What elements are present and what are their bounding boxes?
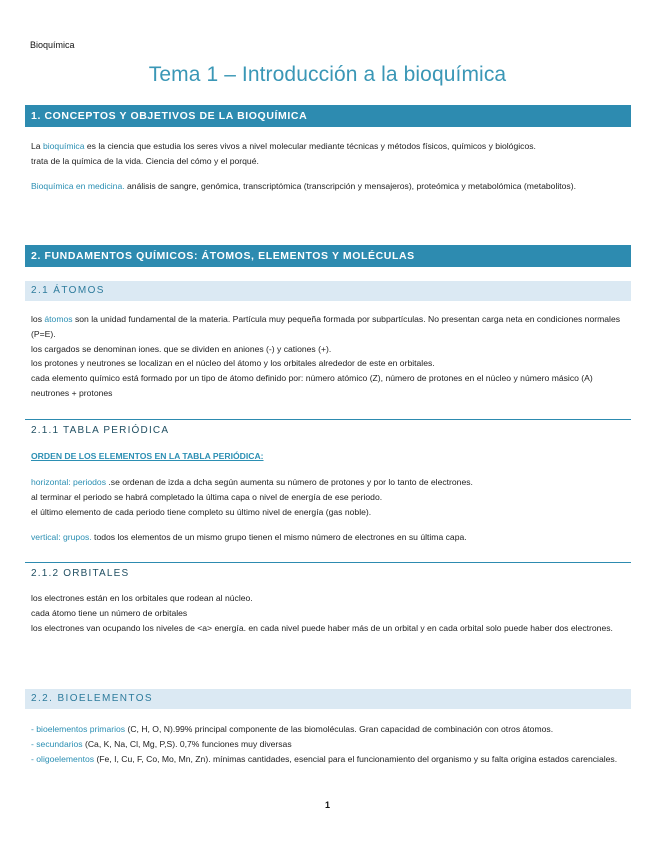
bioelementos-list — [31, 722, 631, 766]
atomos-paragraph: los átomos son la unidad fundamental de la materia. Partícula muy pequeña formada por subpartículas. No presentan carga neta en condiciones normales (P=E). los cargados se denominan iones. que se dividen en aniones (-) y cationes (+). los protones y neutrones se localizan en el núcleo del átomo y los orbitales alrededor de este en orbitales. cada elemento químico está formado por un tipo de átomo definido por: número atómico (Z), número de protones en el núcleo y número másico (A) neutrones + protones — [31, 314, 621, 398]
term-periodos: horizontal: periodos — [31, 477, 107, 487]
section-1-heading: 1. CONCEPTOS Y OBJETIVOS DE LA BIOQUÍMICA — [25, 105, 631, 127]
running-header: Bioquímica — [30, 40, 75, 50]
term-bioquimica: bioquímica — [42, 141, 85, 151]
term-grupos: vertical: grupos. — [31, 532, 92, 542]
document-title: Tema 1 – Introducción a la bioquímica — [148, 63, 507, 86]
list-item: - bioelementos primarios (C, H, O, N).99% principal componente de las biomoléculas. Gran capacidad de combinación con otros átomos. — [31, 724, 554, 734]
term-bioquimica-medicina: Bioquímica en medicina. — [31, 181, 125, 191]
subsection-atomos-heading: 2.1 ÁTOMOS — [25, 281, 631, 301]
subsection-tabla-heading: 2.1.1 TABLA PERIÓDICA — [25, 419, 631, 439]
term-atomos: átomos — [44, 314, 73, 324]
subsection-orbitales-heading: 2.1.2 ORBITALES — [25, 562, 631, 582]
tabla-vertical-paragraph: vertical: grupos. todos los elementos de un mismo grupo tienen el mismo número de electrones en su última capa. — [31, 532, 467, 542]
term-primarios: bioelementos primarios — [36, 724, 126, 734]
tabla-orden-link[interactable]: ORDEN DE LOS ELEMENTOS EN LA TABLA PERIÓDICA: — [31, 451, 264, 461]
list-item: - oligoelementos (Fe, I, Cu, F, Co, Mo, Mn, Zn). mínimas cantidades, esencial para el funcionamiento del organismo y su falta origina estados carenciales. — [31, 753, 618, 764]
orbitales-paragraph: los electrones están en los orbitales que rodean al núcleo. cada átomo tiene un número de orbitales los electrones van ocupando los niveles de <a> energía. en cada nivel puede haber más de un orbital y en cada orbital solo puede haber dos electrones. — [31, 593, 613, 633]
section-1-paragraph-2: Bioquímica en medicina. análisis de sangre, genómica, transcriptómica (transcripción y mensajeros), proteómica y metabolómica (metabolitos). — [31, 181, 576, 191]
page-number: 1 — [324, 800, 330, 810]
term-secundarios: secundarios — [36, 738, 83, 749]
list-item: - secundarios (Ca, K, Na, Cl, Mg, P,S). 0,7% funciones muy diversas — [31, 738, 292, 749]
section-2-heading: 2. FUNDAMENTOS QUÍMICOS: ÁTOMOS, ELEMENTOS Y MOLÉCULAS — [25, 245, 631, 267]
section-1-paragraph-1: La bioquímica es la ciencia que estudia los seres vivos a nivel molecular mediante técnicas y métodos físicos, químicos y biológicos. trata de la química de la vida. Ciencia del cómo y el porqué. — [31, 141, 536, 166]
term-oligoelementos: oligoelementos — [36, 753, 95, 764]
subsection-bioelementos-heading: 2.2. BIOELEMENTOS — [25, 689, 631, 709]
tabla-horizontal-paragraph: horizontal: periodos .se ordenan de izda a dcha según aumenta su número de protones y por lo tanto de electrones. al terminar el periodo se habrá completado la última capa o nivel de energía de ese periodo. el último elemento de cada periodo tiene completo su último nivel de energía (gas noble). — [31, 477, 473, 517]
